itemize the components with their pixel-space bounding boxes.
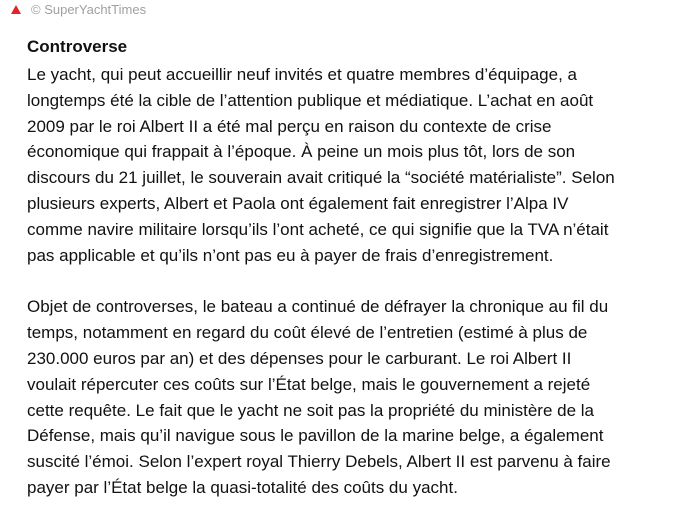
paragraph-1 — [27, 62, 667, 268]
image-caption — [11, 0, 146, 18]
section-heading: Controverse — [27, 37, 128, 56]
paragraph-line: discours du 21 juillet, le souverain avait critiqué la “société matérialiste”. Selon — [27, 168, 615, 188]
paragraph-line: Défense, mais qu’il navigue sous le pavillon de la marine belge, a également — [27, 426, 604, 446]
paragraph-line: Le yacht, qui peut accueillir neuf invités et quatre membres d’équipage, a — [27, 65, 577, 84]
image-credit: © SuperYachtTimes — [31, 1, 147, 17]
paragraph-line: économique qui frappait à l’époque. À peine un mois plus tôt, lors de son — [27, 142, 576, 162]
article-body — [27, 37, 667, 501]
paragraph-line: 2009 par le roi Albert II a été mal perçu en raison du contexte de crise — [27, 116, 552, 136]
paragraph-line: suscité l’émoi. Selon l’expert royal Thierry Debels, Albert II est parvenu à faire — [27, 452, 611, 472]
paragraph-line: longtemps été la cible de l’attention publique et médiatique. L’achat en août — [27, 90, 594, 110]
paragraph-line: payer par l’État belge la quasi-totalité des coûts du yacht. — [27, 477, 458, 497]
paragraph-line: cette requête. Le fait que le yacht ne soit pas la propriété du ministère de la — [27, 400, 595, 420]
paragraph-2 — [27, 294, 667, 500]
paragraph-line: pas applicable et qu’ils n’ont pas eu à payer de frais d’enregistrement. — [27, 245, 554, 265]
paragraph-line: plusieurs experts, Albert et Paola ont également fait enregistrer l’Alpa IV — [27, 193, 569, 213]
paragraph-line: voulait répercuter ces coûts sur l’État belge, mais le gouvernement a rejeté — [27, 374, 591, 394]
red-triangle-icon — [11, 5, 21, 14]
paragraph-line: temps, notamment en regard du coût élevé de l’entretien (estimé à plus de — [27, 323, 588, 343]
paragraph-line: comme navire militaire lorsqu’ils l’ont acheté, ce qui signifie que la TVA n’était — [27, 219, 609, 239]
paragraph-line: Objet de controverses, le bateau a continué de défrayer la chronique au fil du — [27, 297, 609, 317]
paragraph-line: 230.000 euros par an) et des dépenses pour le carburant. Le roi Albert II — [27, 348, 572, 368]
